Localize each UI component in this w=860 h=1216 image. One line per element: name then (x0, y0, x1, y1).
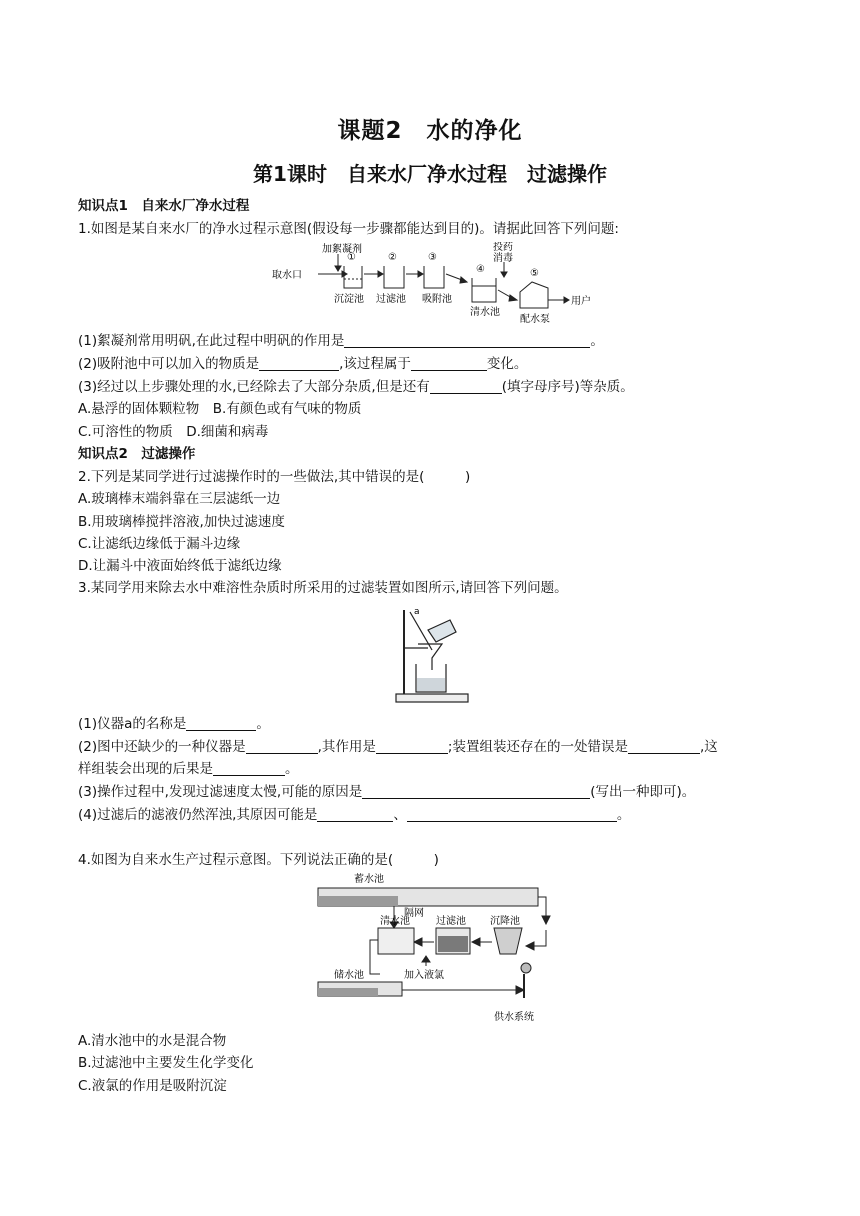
label-mesh: 隔网 (404, 908, 424, 919)
answer-blank[interactable] (344, 333, 590, 348)
label-filter-tank: 过滤池 (376, 294, 406, 305)
filtration-apparatus-diagram (392, 604, 472, 706)
answer-blank[interactable] (317, 807, 393, 822)
label-step-4: ④ (476, 264, 485, 275)
question-3-part-2-cont: 样组装会出现的后果是 。 (78, 761, 299, 777)
answer-blank[interactable] (186, 716, 256, 731)
question-1-options-ab: A.悬浮的固体颗粒物 B.有颜色或有气味的物质 (78, 401, 362, 417)
label-instrument-a: a (414, 607, 420, 617)
question-1-options-cd: C.可溶性的物质 D.细菌和病毒 (78, 424, 269, 440)
section-heading-2: 知识点2 过滤操作 (78, 446, 196, 462)
question-2-option-d: D.让漏斗中液面始终低于滤纸边缘 (78, 558, 282, 574)
question-3-part-3: (3)操作过程中,发现过滤速度太慢,可能的原因是 (写出一种即可)。 (78, 784, 696, 800)
label-adsorption-tank: 吸附池 (422, 294, 452, 305)
question-3-stem: 3.某同学用来除去水中难溶性杂质时所采用的过滤装置如图所示,请回答下列问题。 (78, 580, 568, 596)
label-dose: 投药 (493, 242, 513, 253)
question-2-option-b: B.用玻璃棒搅拌溶液,加快过滤速度 (78, 514, 285, 530)
answer-blank[interactable] (628, 739, 700, 754)
label-clear-tank: 清水池 (470, 307, 500, 318)
page-subtitle: 第1课时 自来水厂净水过程 过滤操作 (253, 162, 607, 186)
answer-blank[interactable] (362, 784, 590, 799)
answer-blank[interactable] (411, 356, 487, 371)
water-plant-flow-diagram (272, 242, 602, 326)
question-1-part-3: (3)经过以上步骤处理的水,已经除去了大部分杂质,但是还有 (填字母序号)等杂质。 (78, 379, 634, 395)
question-3-part-4: (4)过滤后的滤液仍然浑浊,其原因可能是 、 。 (78, 807, 631, 823)
answer-blank[interactable] (430, 379, 502, 394)
question-2-stem: 2.下列是某同学进行过滤操作时的一些做法,其中错误的是( ) (78, 469, 471, 485)
question-1-part-2: (2)吸附池中可以加入的物质是 ,该过程属于 变化。 (78, 356, 528, 372)
page-title: 课题2 水的净化 (337, 118, 523, 144)
question-2-option-c: C.让滤纸边缘低于漏斗边缘 (78, 536, 241, 552)
label-step-1: ① (347, 252, 356, 263)
label-step-3: ③ (428, 252, 437, 263)
label-reservoir: 蓄水池 (354, 874, 384, 885)
question-3-part-2: (2)图中还缺少的一种仪器是 ,其作用是 ;装置组装还存在的一处错误是 ,这 (78, 739, 718, 755)
label-user: 用户 (571, 296, 591, 307)
question-1-part-1: (1)絮凝剂常用明矾,在此过程中明矾的作用是 。 (78, 333, 604, 349)
water-production-diagram (314, 870, 554, 1026)
label-intake: 取水口 (272, 270, 302, 281)
answer-blank[interactable] (259, 356, 339, 371)
label-supply-system: 供水系统 (494, 1012, 534, 1023)
label-step-5: ⑤ (530, 268, 539, 279)
question-4-option-c: C.液氯的作用是吸附沉淀 (78, 1078, 227, 1094)
answer-blank[interactable] (376, 739, 448, 754)
label-coagulant: 加絮凝剂 (322, 244, 362, 255)
label-clear-pool: 清水池 (380, 916, 410, 927)
section-heading-1: 知识点1 自来水厂净水过程 (78, 198, 250, 214)
label-filter-pool: 过滤池 (436, 916, 466, 927)
label-storage-pool: 储水池 (334, 970, 364, 981)
answer-blank[interactable] (213, 761, 285, 776)
question-4-option-a: A.清水池中的水是混合物 (78, 1033, 227, 1049)
label-pump: 配水泵 (520, 314, 550, 325)
label-step-2: ② (388, 252, 397, 263)
question-4-stem: 4.如图为自来水生产过程示意图。下列说法正确的是( ) (78, 852, 439, 868)
question-1-stem: 1.如图是某自来水厂的净水过程示意图(假设每一步骤都能达到目的)。请据此回答下列问题: (78, 221, 619, 237)
question-3-part-1: (1)仪器a的名称是 。 (78, 716, 270, 732)
label-disinfect: 消毒 (493, 253, 513, 264)
answer-blank[interactable] (246, 739, 318, 754)
question-4-option-b: B.过滤池中主要发生化学变化 (78, 1055, 254, 1071)
answer-blank[interactable] (407, 807, 617, 822)
question-2-option-a: A.玻璃棒末端斜靠在三层滤纸一边 (78, 491, 281, 507)
label-add-chlorine: 加入液氯 (404, 970, 444, 981)
label-settling-pool: 沉降池 (490, 916, 520, 927)
label-sediment-tank: 沉淀池 (334, 294, 364, 305)
